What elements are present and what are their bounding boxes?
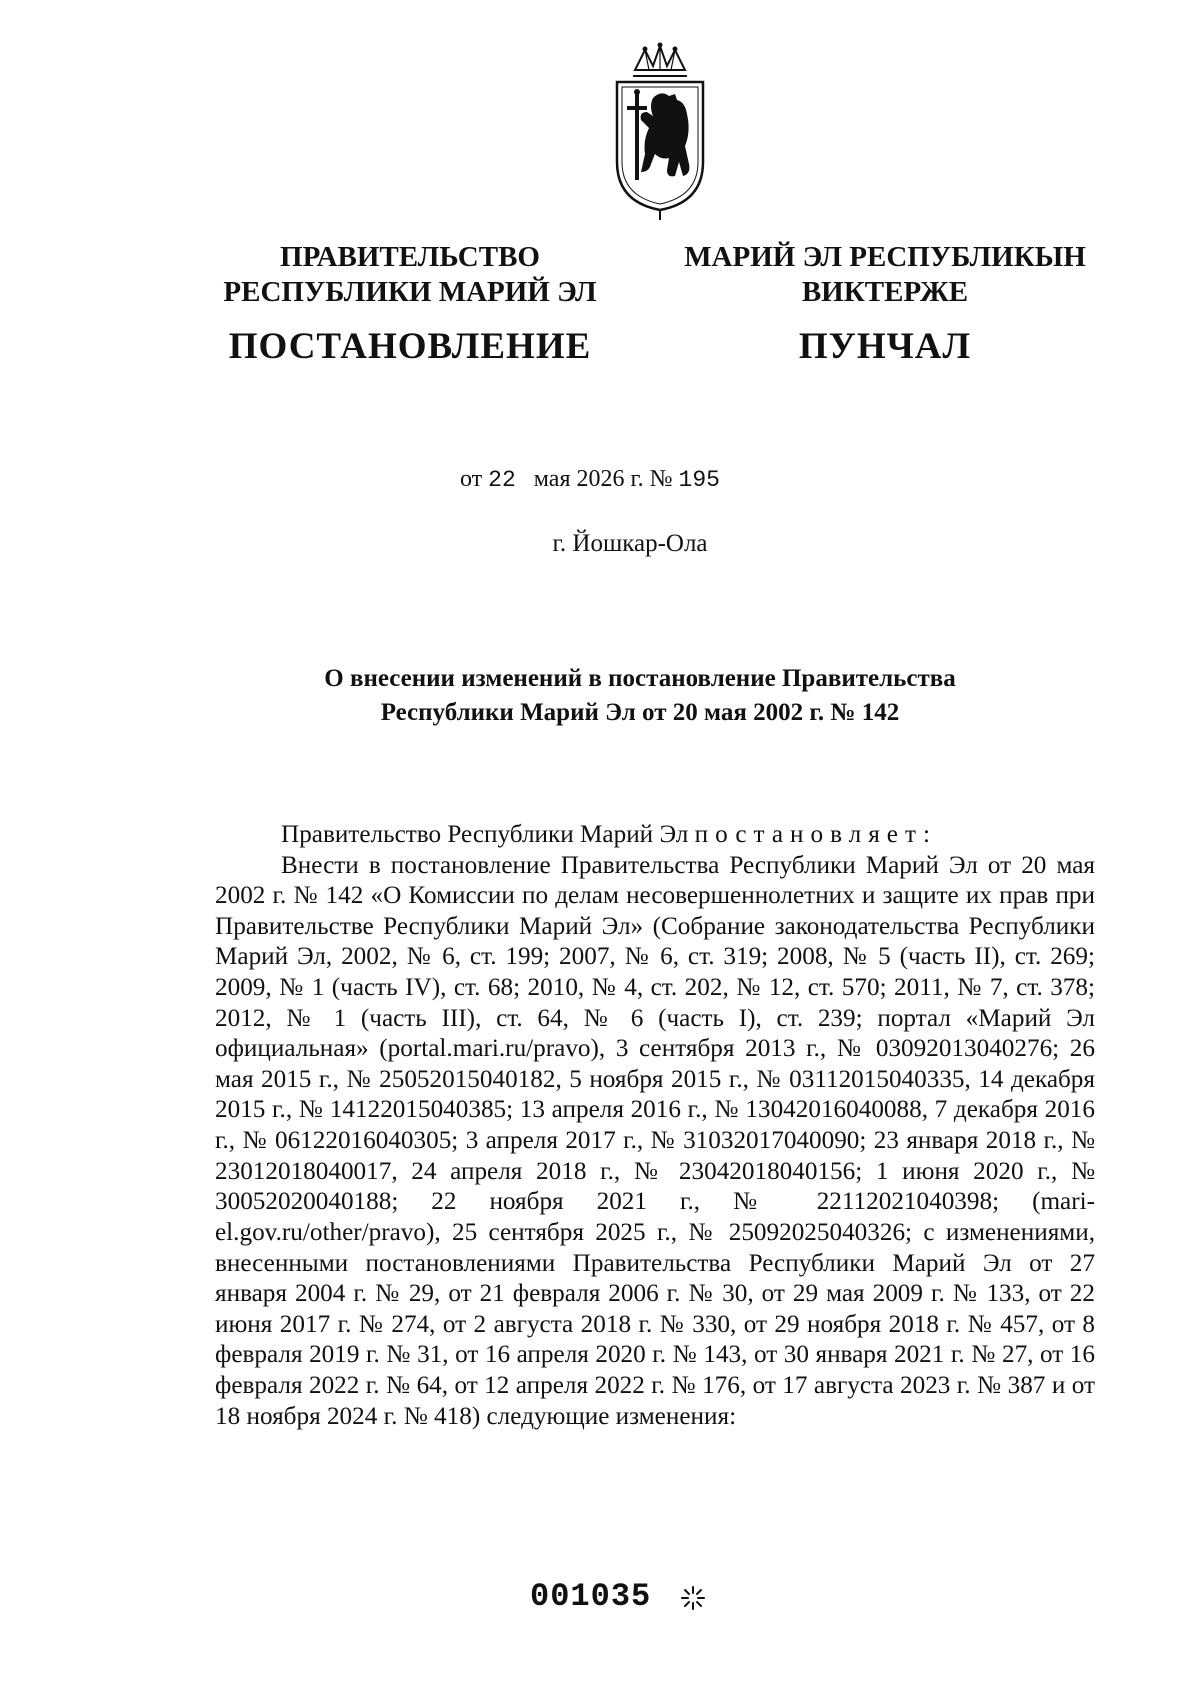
document-title [250, 662, 1030, 730]
title-line-1: О внесении изменений в постановление Правительства [324, 665, 956, 692]
issuer-name-russian [200, 240, 620, 311]
coat-of-arms-emblem [605, 42, 715, 222]
body-intro [215, 820, 1095, 851]
body-paragraph: Внести в постановление Правительства Республики Марий Эл от 20 мая 2002 г. № 142 «О Комиссии по делам несовершеннолетних и защите их прав при Правительстве Республики Марий Эл» (Собрание законодательства Республики Марий Эл, 2002, № 6, ст. 199; 2007, № 6, ст. 319; 2008, № 5 (часть II), ст. 269; 2009, № 1 (часть IV), ст. 68; 2010, № 4, ст. 202, № 12, ст. 570; 2011, № 7, ст. 378; 2012, № 1 (часть III), ст. 64, № 6 (часть I), ст. 239; портал «Марий Эл официальная» (portal.mari.ru/pravo), 3 сентября 2013 г., № 03092013040276; 26 мая 2015 г., № 25052015040182, 5 ноября 2015 г., № 03112015040335, 14 декабря 2015 г., № 14122015040385; 13 апреля 2016 г., № 13042016040088, 7 декабря 2016 г., № 06122016040305; 3 апреля 2017 г., № 31032017040090; 23 января 2018 г., № 23012018040017, 24 апреля 2018 г., № 23042018040156; 1 июня 2020 г., № 30052020040188; 22 ноября 2021 г., № 22112021040398; (mari-el.gov.ru/other/pravo), 25 сентября 2025 г., № 25092025040326; с изменениями, внесенными постановлениями Правительства Республики Марий Эл от 27 января 2004 г. № 29, от 21 февраля 2006 г. № 30, от 29 мая 2009 г. № 133, от 22 июня 2017 г. № 274, от 2 августа 2018 г. № 330, от 29 ноября 2018 г. № 457, от 8 февраля 2019 г. № 31, от 16 апреля 2020 г. № 143, от 30 января 2021 г. № 27, от 16 февраля 2022 г. № 64, от 12 апреля 2022 г. № 176, от 17 августа 2023 г. № 387 и от 18 ноября 2024 г. № 418) следующие изменения: [215, 851, 1095, 1430]
intro-text: Правительство Республики Марий Эл [281, 821, 689, 848]
date-prefix: от [460, 466, 483, 492]
document-type-russian: ПОСТАНОВЛЕНИЕ [228, 326, 592, 367]
document-number: 195 [678, 467, 720, 493]
issuer-mari-line-1: МАРИЙ ЭЛ РЕСПУБЛИКЫН [684, 241, 1086, 273]
date-month-year: мая 2026 г. № [533, 466, 673, 492]
issuer-name-mari [665, 240, 1105, 311]
issuer-mari-line-2: ВИКТЕРЖЕ [801, 276, 969, 309]
date-day: 22 [488, 467, 516, 493]
issuer-line-1: ПРАВИТЕЛЬСТВО [280, 241, 540, 273]
document-type-mari: ПУНЧАЛ [798, 326, 972, 367]
title-line-2: Республики Марий Эл от 20 мая 2002 г. № 142 [380, 698, 900, 726]
city-name: г. Йошкар-Ола [552, 530, 708, 557]
serial-number: 001035 [530, 1578, 652, 1615]
intro-resolves: постановляет: [694, 821, 937, 848]
issuer-line-2: РЕСПУБЛИКИ МАРИЙ ЭЛ [223, 276, 597, 309]
document-body [215, 820, 1095, 1432]
document-date-line [460, 466, 720, 493]
asterisk-mark-icon [680, 1585, 706, 1611]
